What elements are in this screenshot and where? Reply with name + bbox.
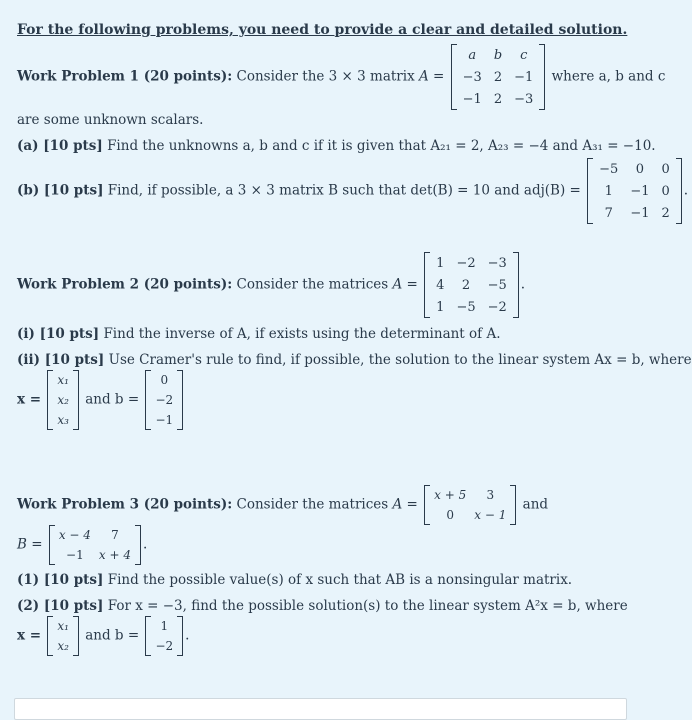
problem-1-title: Work Problem 1 (20 points): — [17, 68, 233, 85]
matrix-a-p1: a b c −3 2 −1 −1 2 −3 — [451, 44, 546, 110]
answer-box[interactable] — [14, 698, 627, 720]
problem-1-line2: are some unknown scalars. — [17, 112, 204, 128]
vector-x-p2: x₁ x₂ x₃ — [47, 370, 79, 430]
intro-heading: For the following problems, you need to provide a clear and detailed solution. — [17, 22, 628, 38]
matrix-a-p3: x + 5 3 0 x − 1 — [424, 485, 516, 525]
problem-3-vectors: x = x₁ x₂ and b = 1 −2 . — [17, 616, 189, 656]
problem-3-part-1: (1) [10 pts] Find the possible value(s) of x such that AB is a nonsingular matrix. — [17, 572, 573, 588]
vector-b-p3: 1 −2 — [145, 616, 183, 656]
problem-1-part-b: (b) [10 pts] Find, if possible, a 3 × 3 matrix B such that det(B) = 10 and adj(B) = −5 0 0 1 −1 0 7 −1 2 . — [17, 158, 688, 224]
problem-2-statement: Work Problem 2 (20 points): Consider the matrices A = 1 −2 −3 4 2 −5 1 −5 −2 . — [17, 252, 525, 318]
problem-2-part-ii: (ii) [10 pts] Use Cramer's rule to find, if possible, the solution to the linear system Ax = b, where — [17, 352, 692, 368]
problem-2-part-i: (i) [10 pts] Find the inverse of A, if exists using the determinant of A. — [17, 326, 501, 342]
problem-2-vectors: x = x₁ x₂ x₃ and b = 0 −2 −1 — [17, 370, 185, 430]
matrix-a-p2: 1 −2 −3 4 2 −5 1 −5 −2 — [424, 252, 519, 318]
vector-b-p2: 0 −2 −1 — [145, 370, 183, 430]
matrix-adjb: −5 0 0 1 −1 0 7 −1 2 — [587, 158, 682, 224]
problem-1-statement: Work Problem 1 (20 points): Consider the 3 × 3 matrix A = a b c −3 2 −1 −1 2 −3 where a, b and c — [17, 44, 665, 110]
problem-3-part-2: (2) [10 pts] For x = −3, find the possible solution(s) to the linear system A²x = b, where — [17, 598, 628, 614]
matrix-b-p3: x − 4 7 −1 x + 4 — [49, 525, 141, 565]
vector-x-p3: x₁ x₂ — [47, 616, 79, 656]
problem-3-statement: Work Problem 3 (20 points): Consider the matrices A = x + 5 3 0 x − 1 and — [17, 485, 548, 525]
problem-2-title: Work Problem 2 (20 points): — [17, 276, 233, 293]
problem-3-matrix-b: B = x − 4 7 −1 x + 4 . — [17, 525, 147, 565]
problem-1-part-a: (a) [10 pts] Find the unknowns a, b and c if it is given that A₂₁ = 2, A₂₃ = −4 and A₃₁ = −10. — [17, 138, 656, 154]
problem-3-title: Work Problem 3 (20 points): — [17, 496, 233, 513]
